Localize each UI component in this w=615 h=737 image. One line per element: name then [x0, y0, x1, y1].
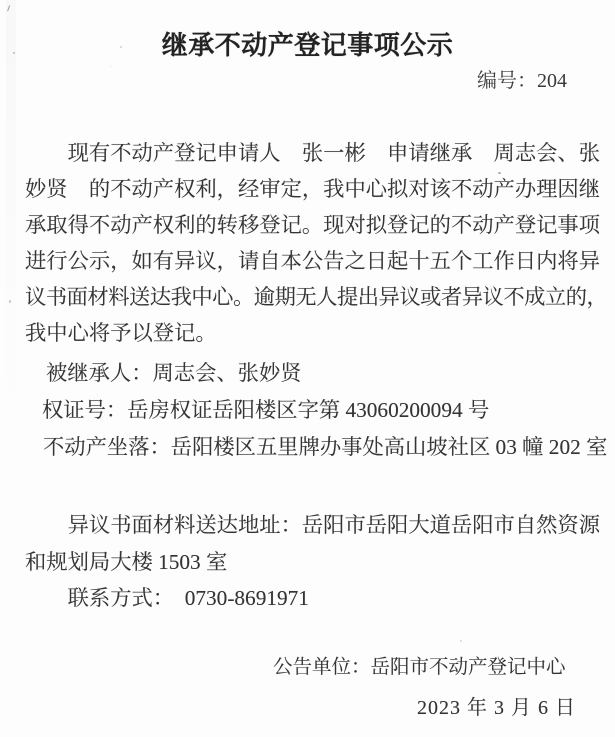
body-paragraph-line-2: 妙贤 的不动产权利，经审定，我中心拟对该不动产办理因继	[25, 177, 601, 201]
property-location-line: 不动产坐落：岳阳楼区五里牌办事处高山坡社区 03 幢 202 室	[43, 435, 608, 459]
body-paragraph-line-3: 承取得不动产权利的转移登记。现对拟登记的不动产登记事项	[25, 213, 601, 237]
certificate-number-line: 权证号：岳房权证岳阳楼区字第 43060200094 号	[42, 398, 490, 422]
scan-speck	[498, 172, 501, 174]
objection-address-line-2: 和规划局大楼 1503 室	[25, 550, 228, 574]
scan-speck	[9, 300, 11, 303]
scan-smudge	[6, 0, 16, 420]
decedent-line: 被继承人：周志会、张妙贤	[46, 361, 302, 385]
body-paragraph-line-1: 现有不动产登记申请人 张一彬 申请继承 周志会、张	[25, 141, 601, 165]
contact-phone-line: 联系方式： 0730-8691971	[25, 586, 309, 610]
body-paragraph-line-6: 我中心将予以登记。	[25, 321, 217, 345]
body-paragraph-line-4: 进行公示，如有异议，请自本公告之日起十五个工作日内将异	[25, 249, 601, 273]
notice-title: 继承不动产登记事项公示	[161, 30, 454, 60]
issuing-unit-line: 公告单位：岳阳市不动产登记中心	[273, 657, 566, 678]
objection-address-line-1: 异议书面材料送达地址：岳阳市岳阳大道岳阳市自然资源	[25, 513, 601, 537]
body-paragraph-line-5: 议书面材料送达我中心。逾期无人提出异议或者异议不成立的，	[25, 285, 608, 309]
notice-date-line: 2023 年 3 月 6 日	[417, 697, 576, 719]
notice-number: 编号：204	[477, 70, 567, 92]
scan-speck	[460, 640, 462, 642]
